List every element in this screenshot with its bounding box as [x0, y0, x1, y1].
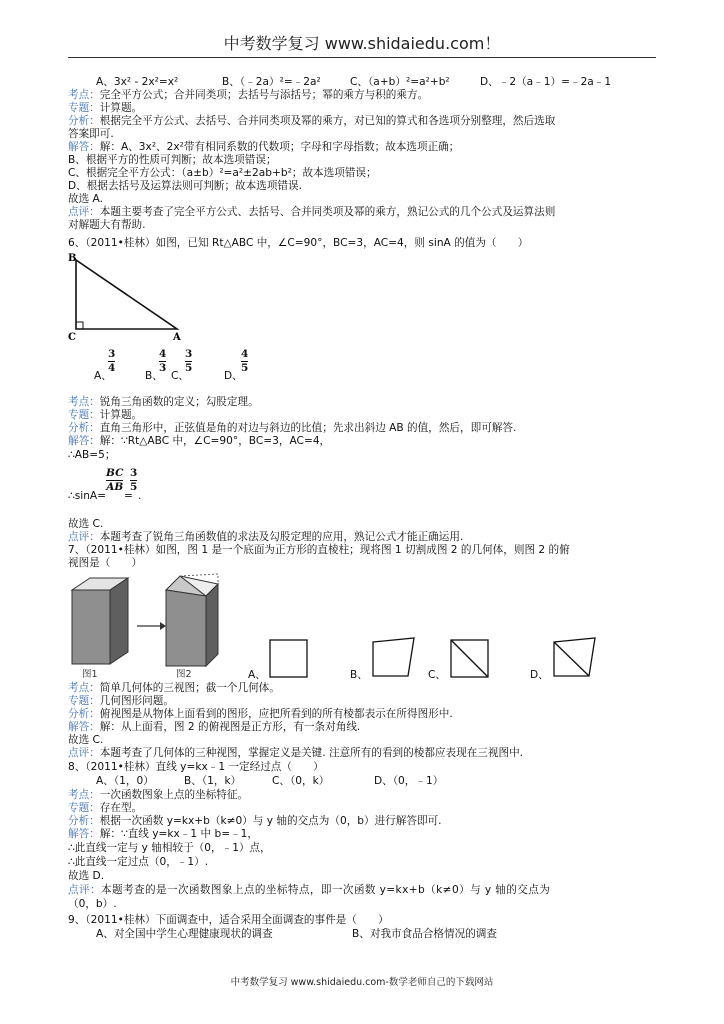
numerator: 3 [130, 467, 138, 479]
dianping-tag: 点评： [68, 531, 100, 543]
fenxi-tag: 分析： [68, 708, 100, 720]
q7-option-d-quadrilateral-diagonal [551, 636, 599, 680]
q7-fenxi [68, 708, 453, 721]
q6-dianping [68, 531, 463, 544]
kaodian-text: 锐角三角函数的定义；勾股定理。 [99, 396, 259, 408]
denominator: 5 [241, 362, 249, 374]
kaodian-text: 完全平方公式；合并同类项；去括号与添括号；幂的乘方与积的乘方。 [99, 89, 429, 101]
q7-option-a-square [268, 638, 310, 680]
numerator: 3 [108, 348, 116, 360]
q6-option-a-label: A、 [94, 370, 112, 382]
jieda-text: 解：∵Rt△ABC 中，∠C=90°，BC=3，AC=4， [99, 435, 331, 447]
q7-option-c-label: C、 [428, 669, 446, 681]
q8-option-d: D、（0，﹣1） [374, 775, 444, 787]
numerator: 3 [185, 348, 193, 360]
q5-dianping [68, 206, 555, 219]
q8-jieda-3: ∴此直线一定过点（0，﹣1）. [68, 856, 209, 868]
q8-option-c: C、（0，k） [272, 775, 330, 787]
jieda-tag: 解答： [68, 721, 100, 733]
cut-prism-side-face [206, 584, 218, 666]
q5-jieda [68, 141, 459, 154]
kaodian-text: 简单几何体的三视图；截一个几何体。 [99, 682, 280, 694]
q8-kaodian [68, 789, 248, 802]
denominator: 5 [130, 481, 138, 493]
q9-option-b: B、对我市食品合格情况的调查 [352, 928, 497, 940]
figure-1-label: 图1 [82, 669, 98, 680]
page-footer: 中考数学复习 www.shidaiedu.com-数学老师自己的下载网站 [230, 977, 494, 988]
q5-answer: 故选 A. [68, 193, 103, 205]
q8-dianping-cont: （0，b）. [68, 898, 117, 910]
q7-option-b-label: B、 [350, 669, 368, 681]
q6-option-d-label: D、 [224, 370, 243, 382]
zhuanti-tag: 专题： [68, 695, 100, 707]
kaodian-tag: 考点： [68, 89, 100, 101]
zhuanti-text: 几何图形问题。 [99, 695, 174, 707]
cut-prism-front-face [166, 590, 206, 666]
fenxi-tag: 分析： [68, 422, 100, 434]
figure-2-label: 图2 [176, 669, 192, 680]
denominator: 3 [159, 362, 167, 374]
q7-stem-cont: 视图是（ ） [68, 557, 143, 569]
q8-fenxi [68, 815, 442, 828]
q8-option-a: A、（1，0） [96, 775, 154, 787]
jieda-tag: 解答： [68, 141, 100, 153]
q8-stem: 8、（2011•桂林）直线 y=kx﹣1 一定经过点（ ） [68, 761, 324, 773]
q7-option-d-label: D、 [530, 669, 549, 681]
denominator: AB [106, 481, 124, 493]
header-rule [68, 57, 656, 58]
jieda-text: 解：A、3x²、2x²带有相同系数的代数项；字母和字母指数；故本选项正确； [99, 141, 460, 153]
q6-answer: 故选 C. [68, 518, 104, 530]
q8-option-b: B、（1，k） [184, 775, 242, 787]
q5-fenxi-cont: 答案即可. [68, 128, 114, 140]
q6-zhuanti [68, 409, 142, 422]
q5-option-b: B、（﹣2a）²=﹣2a² [222, 76, 321, 88]
q8-jieda [68, 828, 258, 841]
zhuanti-text: 计算题。 [99, 409, 143, 421]
q8-answer: 故选 D. [68, 870, 105, 882]
jieda-tag: 解答： [68, 828, 100, 840]
dianping-text: 本题考查了几何体的三种视图，掌握定义是关键. 注意所有的看到的棱都应表现在三视图中. [99, 747, 524, 759]
q7-figure-2-cut-prism [160, 570, 232, 680]
zhuanti-tag: 专题： [68, 102, 100, 114]
q5-kaodian [68, 89, 428, 102]
q5-jieda-d: D、根据去括号及运算法则可判断；故本选项错误. [68, 180, 302, 192]
zhuanti-text: 存在型。 [99, 802, 143, 814]
q6-sina-fraction-value [130, 468, 137, 493]
q7-option-a-label: A、 [248, 669, 266, 681]
fenxi-text: 直角三角形中，正弦值是角的对边与斜边的比值；先求出斜边 AB 的值，然后，即可解答. [99, 422, 517, 434]
q7-figure-1-prism [66, 572, 146, 680]
q5-option-c: C、（a+b）²=a²+b² [350, 76, 450, 88]
denominator: 5 [185, 362, 193, 374]
q7-option-b-quadrilateral [370, 636, 418, 680]
q6-stem: 6、（2011•桂林）如图，已知 Rt△ABC 中，∠C=90°，BC=3，AC=4，则 sinA 的值为（ ） [68, 237, 529, 249]
q6-option-b-label: B、 [145, 370, 163, 382]
prism-side-face [110, 578, 128, 664]
kaodian-tag: 考点： [68, 682, 100, 694]
q8-dianping [68, 884, 550, 897]
jieda-tag: 解答： [68, 435, 100, 447]
q7-option-c-square-diagonal [449, 638, 491, 680]
numerator: BC [106, 467, 124, 479]
q6-sina-equals: = [124, 490, 133, 502]
vertex-label-c: C [68, 332, 76, 343]
q6-jieda [68, 435, 330, 448]
q7-dianping [68, 747, 523, 760]
q5-dianping-cont: 对解题大有帮助. [68, 219, 146, 231]
dianping-text: 本题考查的是一次函数图象上点的坐标特点，即一次函数 y=kx+b（k≠0）与 y 轴的交点为 [100, 884, 551, 896]
kaodian-tag: 考点： [68, 396, 100, 408]
q5-jieda-b: B、根据平方的性质可判断；故本选项错误； [68, 154, 277, 166]
q7-jieda [68, 721, 360, 734]
vertex-label-a: A [173, 332, 181, 343]
fenxi-tag: 分析： [68, 115, 100, 127]
zhuanti-text: 计算题。 [99, 102, 143, 114]
dianping-text: 本题主要考查了完全平方公式、去括号、合并同类项及幂的乘方，熟记公式的几个公式及运算法则 [99, 206, 556, 218]
q6-sina-end: . [138, 490, 142, 502]
q6-kaodian [68, 396, 259, 409]
q9-option-a: A、对全国中学生心理健康现状的调查 [96, 928, 273, 940]
dianping-tag: 点评： [68, 747, 100, 759]
q8-jieda-2: ∴此直线一定与 y 轴相较于（0，﹣1）点， [68, 842, 271, 854]
fenxi-tag: 分析： [68, 815, 100, 827]
q6-sina-fraction-symbolic [106, 468, 123, 493]
fenxi-text: 根据一次函数 y=kx+b（k≠0）与 y 轴的交点为（0，b）进行解答即可. [99, 815, 442, 827]
q6-fenxi [68, 422, 516, 435]
fenxi-text: 根据完全平方公式、去括号、合并同类项及幂的乘方，对已知的算式和各选项分别整理，然后选取 [99, 115, 556, 127]
numerator: 4 [241, 348, 249, 360]
dianping-text: 本题考查了锐角三角函数值的求法及勾股定理的应用，熟记公式才能正确运用. [99, 531, 464, 543]
q6-sina-prefix: ∴sinA= [68, 490, 107, 502]
vertex-label-b: B [68, 253, 77, 264]
q5-option-a: A、3x² - 2x²=x² [96, 76, 179, 88]
q7-stem: 7、（2011•桂林）如图，图 1 是一个底面为正方形的直棱柱；现将图 1 切割成图 2 的几何体，则图 2 的俯 [68, 544, 570, 556]
dianping-tag: 点评： [68, 206, 100, 218]
zhuanti-tag: 专题： [68, 409, 100, 421]
fenxi-text: 俯视图是从物体上面看到的图形，应把所看到的所有棱都表示在所得图形中. [99, 708, 453, 720]
q8-zhuanti [68, 802, 142, 815]
q7-answer: 故选 C. [68, 734, 104, 746]
kaodian-tag: 考点： [68, 789, 100, 801]
prism-front-face [72, 590, 110, 664]
q7-kaodian [68, 682, 280, 695]
denominator: 4 [108, 362, 116, 374]
q5-jieda-c: C、根据完全平方公式：（a±b）²=a²±2ab+b²；故本选项错误； [68, 167, 377, 179]
jieda-text: 解：∵直线 y=kx﹣1 中 b=﹣1， [99, 828, 259, 840]
kaodian-text: 一次函数图象上点的坐标特征。 [99, 789, 249, 801]
q5-zhuanti [68, 102, 142, 115]
jieda-text: 解：从上面看，图 2 的俯视图是正方形，有一条对角线. [99, 721, 361, 733]
q6-ab-result: ∴AB=5； [68, 449, 116, 461]
q6-triangle-figure [66, 250, 196, 345]
dianping-tag: 点评： [68, 884, 101, 896]
page-header: 中考数学复习 www.shidaiedu.com！ [223, 34, 501, 53]
zhuanti-tag: 专题： [68, 802, 100, 814]
numerator: 4 [159, 348, 167, 360]
right-angle-mark [76, 322, 83, 329]
q7-zhuanti [68, 695, 174, 708]
triangle-abc [76, 260, 177, 329]
q9-stem: 9、（2011•桂林）下面调查中，适合采用全面调查的事件是（ ） [68, 914, 389, 926]
q5-fenxi [68, 115, 555, 128]
q5-option-d: D、﹣2（a﹣1）=﹣2a﹣1 [480, 76, 612, 88]
q6-option-c-label: C、 [171, 370, 189, 382]
